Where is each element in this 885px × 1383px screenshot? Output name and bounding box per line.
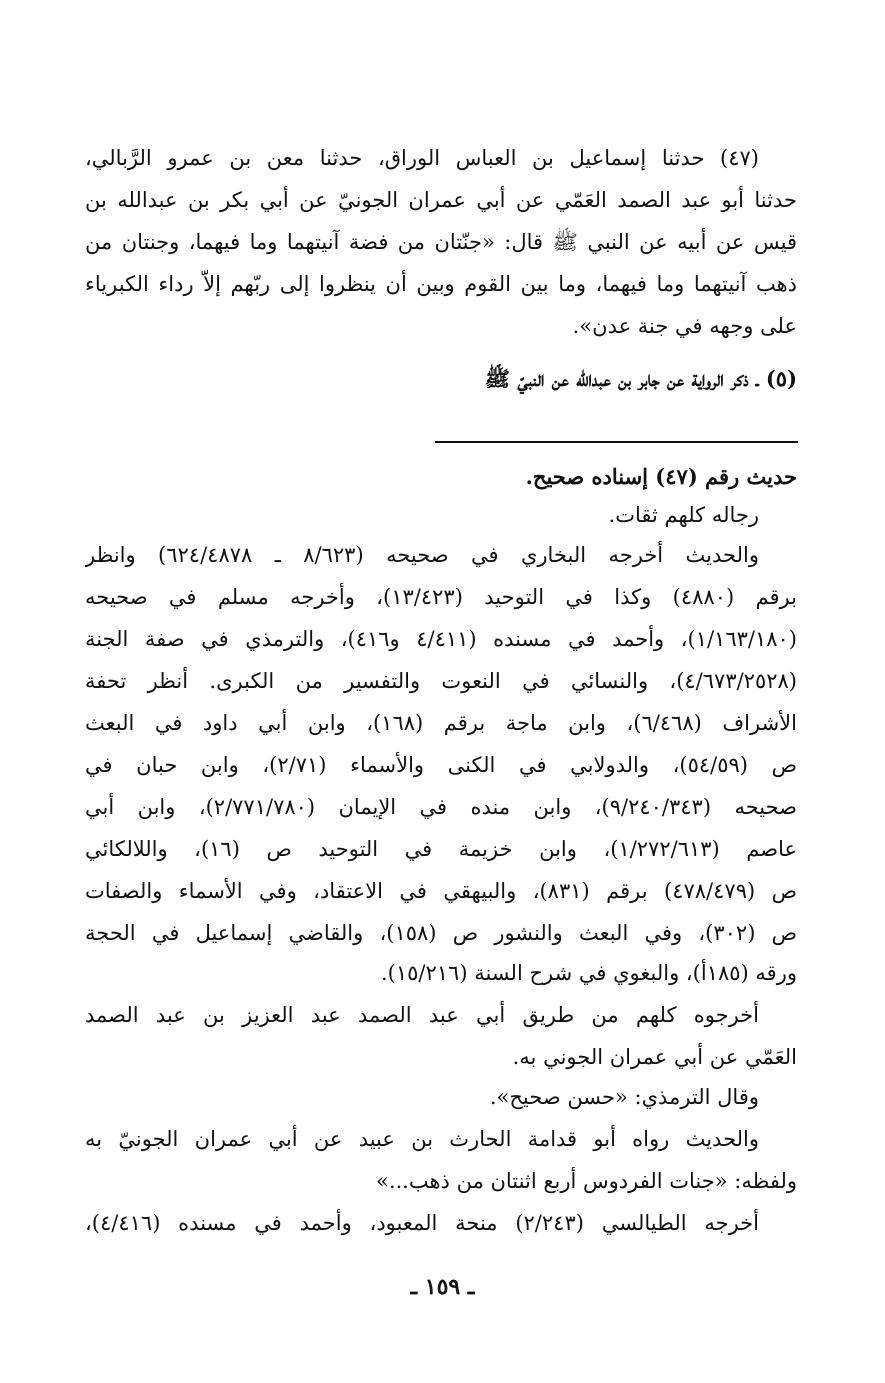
footnote-line: ورقه (١٨٥أ)، والبغوي في شرح السنة (١٥/٢١٦).	[380, 961, 797, 985]
page-number: ـ ١٥٩ ـ	[410, 1274, 475, 1300]
footnote-line: عاصم (١/٢٧٢/٦١٣)، وابن خزيمة في التوحيد ص (١٦)، واللالكائي	[85, 837, 797, 861]
footnote-line: الأشراف (٦/٤٦٨)، وابن ماجة برقم (١٦٨)، وابن أبي داود في البعث	[85, 711, 797, 735]
footnote-line: والحديث أخرجه البخاري في صحيحه (٨/٦٢٣ ـ ٦٢٤/٤٨٧٨) وانظر	[85, 543, 759, 567]
footnote-line: (١/١٦٣/١٨٠)، وأحمد في مسنده (٤/٤١١ و٤١٦)، والترمذي في صفة الجنة	[85, 627, 797, 651]
footnote-line: وقال الترمذي: «حسن صحيح».	[489, 1085, 759, 1109]
footnote-line: ص (٥٤/٥٩)، والدولابي في الكنى والأسماء (٢/٧١)، وابن حبان في	[85, 753, 797, 777]
footnote-line: صحيحه (٩/٢٤٠/٣٤٣)، وابن منده في الإيمان (٢/٧٧١/٧٨٠)، وابن أبي	[85, 795, 797, 819]
main-text-line: ذهب آنيتهما وما فيهما، وما بين القوم وبين أن ينظروا إلى ربّهم إلاّ رداء الكبرياء	[85, 272, 797, 296]
footnote-heading: حديث رقم (٤٧) إسناده صحيح.	[525, 464, 797, 489]
main-text-line: (٤٧) حدثنا إسماعيل بن العباس الوراق، حدثنا معن بن عمرو الرَّبالي،	[85, 146, 759, 170]
footnote-line: ص (٣٠٢)، وفي البعث والنشور ص (١٥٨)، والقاضي إسماعيل في الحجة	[85, 921, 797, 945]
footnote-line: والحديث رواه أبو قدامة الحارث بن عبيد عن أبي عمران الجونيّ به	[85, 1127, 759, 1151]
footnote-line: أخرجوه كلهم من طريق أبي عبد الصمد عبد العزيز بن عبد الصمد	[85, 1003, 759, 1027]
footnote-separator	[435, 441, 798, 443]
footnote-line: برقم (٤٨٨٠) وكذا في التوحيد (١٣/٤٢٣)، وأخرجه مسلم في صحيحه	[85, 585, 797, 609]
main-text-line: حدثنا أبو عبد الصمد العَمّي عن أبي عمران الجونيّ عن أبي بكر بن عبدالله بن	[85, 188, 797, 212]
footnote-line: أخرجه الطيالسي (٢/٢٤٣) منحة المعبود، وأحمد في مسنده (٤/٤١٦)،	[85, 1211, 759, 1235]
main-text-line: على وجهه في جنة عدن».	[572, 314, 797, 338]
footnote-line: العَمّي عن أبي عمران الجوني به.	[512, 1045, 797, 1069]
section-heading: (٥) ـ ذكر الرواية عن جابر بن عبدالله عن النبيّ ﷺ	[484, 366, 797, 391]
footnote-line: ولفظه: «جنات الفردوس أربع اثنتان من ذهب...»	[375, 1169, 797, 1193]
footnote-line: ص (٤٧٨/٤٧٩) برقم (٨٣١)، والبيهقي في الاعتقاد، وفي الأسماء والصفات	[85, 879, 797, 903]
footnote-line: (٤/٦٧٣/٢٥٢٨)، والنسائي في النعوت والتفسير من الكبرى. أنظر تحفة	[85, 669, 797, 693]
footnote-line: رجاله كلهم ثقات.	[608, 503, 759, 527]
main-text-line: قيس عن أبيه عن النبي ﷺ قال: «جنّتان من فضة آنيتهما وما فيهما، وجنتان من	[85, 230, 797, 254]
